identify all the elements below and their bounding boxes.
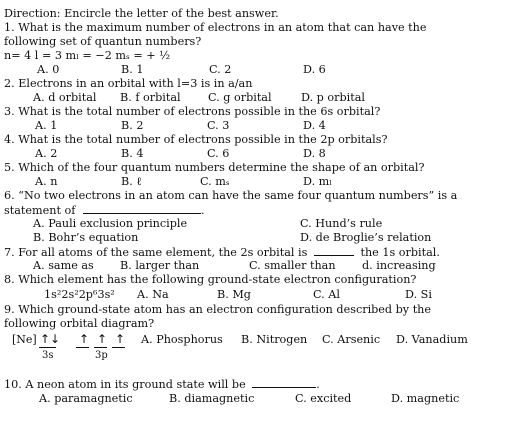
q3-option-b[interactable]: B. 2 <box>121 119 144 132</box>
q2-option-b[interactable]: B. f orbital <box>120 91 181 104</box>
3s-label: 3s <box>42 350 54 361</box>
q8-option-c[interactable]: C. Al <box>313 288 340 301</box>
q7-option-d[interactable]: d. increasing <box>362 259 436 272</box>
q3-option-d[interactable]: D. 4 <box>303 119 326 132</box>
q1-option-c[interactable]: C. 2 <box>209 63 232 76</box>
q10-option-d[interactable]: D. magnetic <box>391 392 460 405</box>
q7-answer-blank[interactable] <box>314 246 354 256</box>
q1-stem-line2: following set of quantun numbers? <box>4 35 202 48</box>
q1-option-a[interactable]: A. 0 <box>37 63 60 76</box>
q5-option-c[interactable]: C. mₛ <box>200 175 230 188</box>
q5-option-d[interactable]: D. mₗ <box>303 175 333 188</box>
q6-answer-blank[interactable] <box>83 204 201 214</box>
q2-option-a[interactable]: A. d orbital <box>33 91 97 104</box>
q7-option-b[interactable]: B. larger than <box>120 259 200 272</box>
3p-orbital-line-1 <box>76 347 89 348</box>
q9-option-a[interactable]: A. Phosphorus <box>141 333 223 346</box>
q9-option-c[interactable]: C. Arsenic <box>322 333 381 346</box>
q7-stem-part2: the 1s orbital. <box>360 246 440 259</box>
3p-orbital-line-2 <box>94 347 107 348</box>
q1-option-d[interactable]: D. 6 <box>303 63 326 76</box>
q4-option-a[interactable]: A. 2 <box>35 147 58 160</box>
q4-option-d[interactable]: D. 8 <box>303 147 326 160</box>
q6-stem-line2 <box>4 204 205 217</box>
q6-option-a[interactable]: A. Pauli exclusion principle <box>33 217 188 230</box>
q5-option-a[interactable]: A. n <box>35 175 58 188</box>
q10-stem-text: 10. A neon atom in its ground state will be <box>4 378 246 391</box>
q10-option-b[interactable]: B. diamagnetic <box>169 392 255 405</box>
q6-option-b[interactable]: B. Bohr’s equation <box>33 231 139 244</box>
q1-quantum-numbers: n= 4 l = 3 mₗ = −2 mₛ = + ½ <box>4 49 171 62</box>
q4-option-c[interactable]: C. 6 <box>207 147 230 160</box>
q1-stem-line1: 1. What is the maximum number of electrons in an atom that can have the <box>4 21 427 34</box>
q8-stem: 8. Which element has the following ground-state electron configuration? <box>4 273 417 286</box>
q3-option-a[interactable]: A. 1 <box>35 119 58 132</box>
q9-stem-line1: 9. Which ground-state atom has an electron configuration described by the <box>4 303 432 316</box>
q3-stem: 3. What is the total number of electrons possible in the 6s orbital? <box>4 105 381 118</box>
q6-option-c[interactable]: C. Hund’s rule <box>300 217 383 230</box>
3s-orbital-line <box>39 347 56 348</box>
q8-option-b[interactable]: B. Mg <box>217 288 251 301</box>
q8-option-d[interactable]: D. Si <box>405 288 432 301</box>
q8-config: 1s²2s²2p⁶3s² <box>44 288 115 301</box>
q10-answer-blank[interactable] <box>252 378 316 388</box>
q7-option-a[interactable]: A. same as <box>33 259 94 272</box>
q5-option-b[interactable]: B. ℓ <box>121 175 142 188</box>
3p-arrow-2: ↑ <box>97 332 108 346</box>
3p-orbital-line-3 <box>112 347 125 348</box>
q4-stem: 4. What is the total number of electrons possible in the 2p orbitals? <box>4 133 388 146</box>
q9-option-b[interactable]: B. Nitrogen <box>241 333 308 346</box>
3p-label: 3p <box>95 350 108 361</box>
q10-stem-end: . <box>316 378 320 391</box>
q2-stem: 2. Electrons in an orbital with l=3 is in a/an <box>4 77 253 90</box>
q8-option-a[interactable]: A. Na <box>137 288 169 301</box>
3s-arrows: ↑↓ <box>40 332 61 346</box>
q6-option-d[interactable]: D. de Broglie’s relation <box>300 231 432 244</box>
q3-option-c[interactable]: C. 3 <box>207 119 230 132</box>
q7-stem-part1: 7. For all atoms of the same element, the 2s orbital is <box>4 246 308 259</box>
q9-stem-line2: following orbital diagram? <box>4 317 155 330</box>
q10-option-c[interactable]: C. excited <box>295 392 352 405</box>
q2-option-d[interactable]: D. p orbital <box>301 91 365 104</box>
q2-option-c[interactable]: C. g orbital <box>208 91 272 104</box>
q9-option-d[interactable]: D. Vanadium <box>396 333 468 346</box>
q7-stem <box>4 246 440 259</box>
direction-text: Direction: Encircle the letter of the best answer. <box>4 7 279 20</box>
q6-stem-end: . <box>200 204 205 217</box>
3p-arrow-1: ↑ <box>79 332 90 346</box>
q6-stem-line1: 6. “No two electrons in an atom can have the same four quantum numbers” is a <box>4 189 458 202</box>
neon-core-label: [Ne] <box>12 333 37 346</box>
q6-stem-text: statement of <box>4 204 76 217</box>
q7-option-c[interactable]: C. smaller than <box>249 259 336 272</box>
q10-option-a[interactable]: A. paramagnetic <box>39 392 133 405</box>
q5-stem: 5. Which of the four quantum numbers determine the shape of an orbital? <box>4 161 425 174</box>
q4-option-b[interactable]: B. 4 <box>121 147 144 160</box>
q10-stem <box>4 378 320 391</box>
3p-arrow-3: ↑ <box>115 332 126 346</box>
q1-option-b[interactable]: B. 1 <box>121 63 144 76</box>
